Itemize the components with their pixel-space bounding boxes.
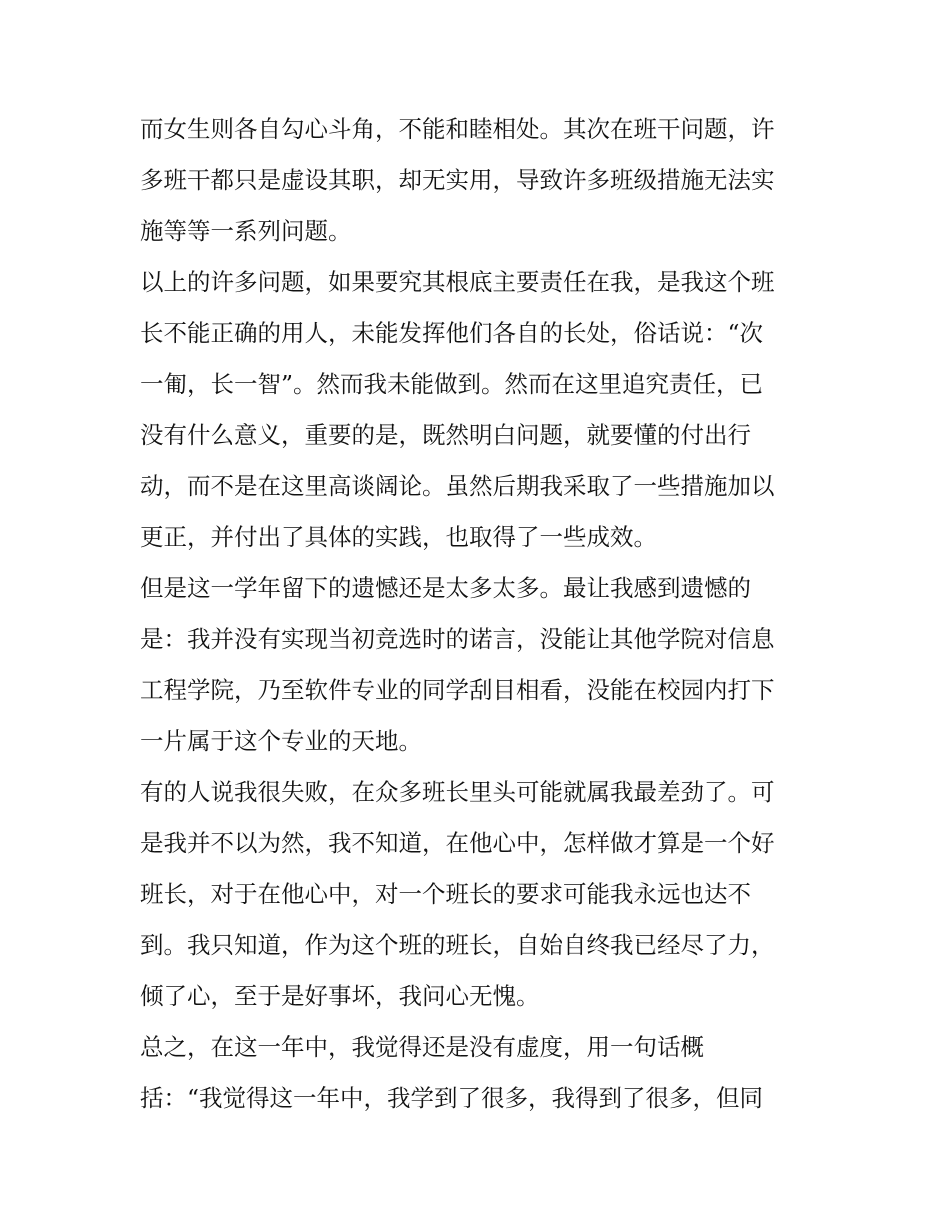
body-text [140, 104, 820, 1124]
text-line: 一匍，长一智”。然而我未能做到。然而在这里追究责任，已 [140, 370, 764, 398]
text-line: 有的人说我很失败，在众多班长里头可能就属我最差劲了。可 [140, 778, 775, 806]
text-line: 以上的许多问题，如果要究其根底主要责任在我，是我这个班 [140, 268, 775, 296]
text-line: 到。我只知道，作为这个班的班长，自始自终我已经尽了力， [140, 931, 775, 959]
text-line: 但是这一学年留下的遗憾还是太多太多。最让我感到遗憾的 [140, 574, 751, 602]
text-line: 动，而不是在这里高谈阔论。虽然后期我采取了一些措施加以 [140, 472, 775, 500]
text-line: 多班干都只是虚设其职，却无实用，导致许多班级措施无法实 [140, 166, 775, 194]
text-line: 是我并不以为然，我不知道，在他心中，怎样做才算是一个好 [140, 829, 775, 857]
text-line: 括：“我觉得这一年中，我学到了很多，我得到了很多，但同 [140, 1084, 764, 1112]
text-line: 总之，在这一年中，我觉得还是没有虚度，用一句话概 [140, 1033, 704, 1061]
text-line: 工程学院，乃至软件专业的同学刮目相看，没能在校园内打下 [140, 676, 775, 704]
text-line: 一片属于这个专业的天地。 [140, 727, 422, 755]
text-line: 施等等一系列问题。 [140, 217, 352, 245]
text-line: 更正，并付出了具体的实践，也取得了一些成效。 [140, 523, 657, 551]
text-line: 没有什么意义，重要的是，既然明白问题，就要懂的付出行 [140, 421, 751, 449]
text-line: 而女生则各自勾心斗角，不能和睦相处。其次在班干问题，许 [140, 115, 775, 143]
text-line: 长不能正确的用人，未能发挥他们各自的长处，俗话说：“次 [140, 319, 764, 347]
text-line: 倾了心，至于是好事坏，我问心无愧。 [140, 982, 540, 1010]
text-line: 班长，对于在他心中，对一个班长的要求可能我永远也达不 [140, 880, 751, 908]
text-line: 是：我并没有实现当初竞选时的诺言，没能让其他学院对信息 [140, 625, 775, 653]
